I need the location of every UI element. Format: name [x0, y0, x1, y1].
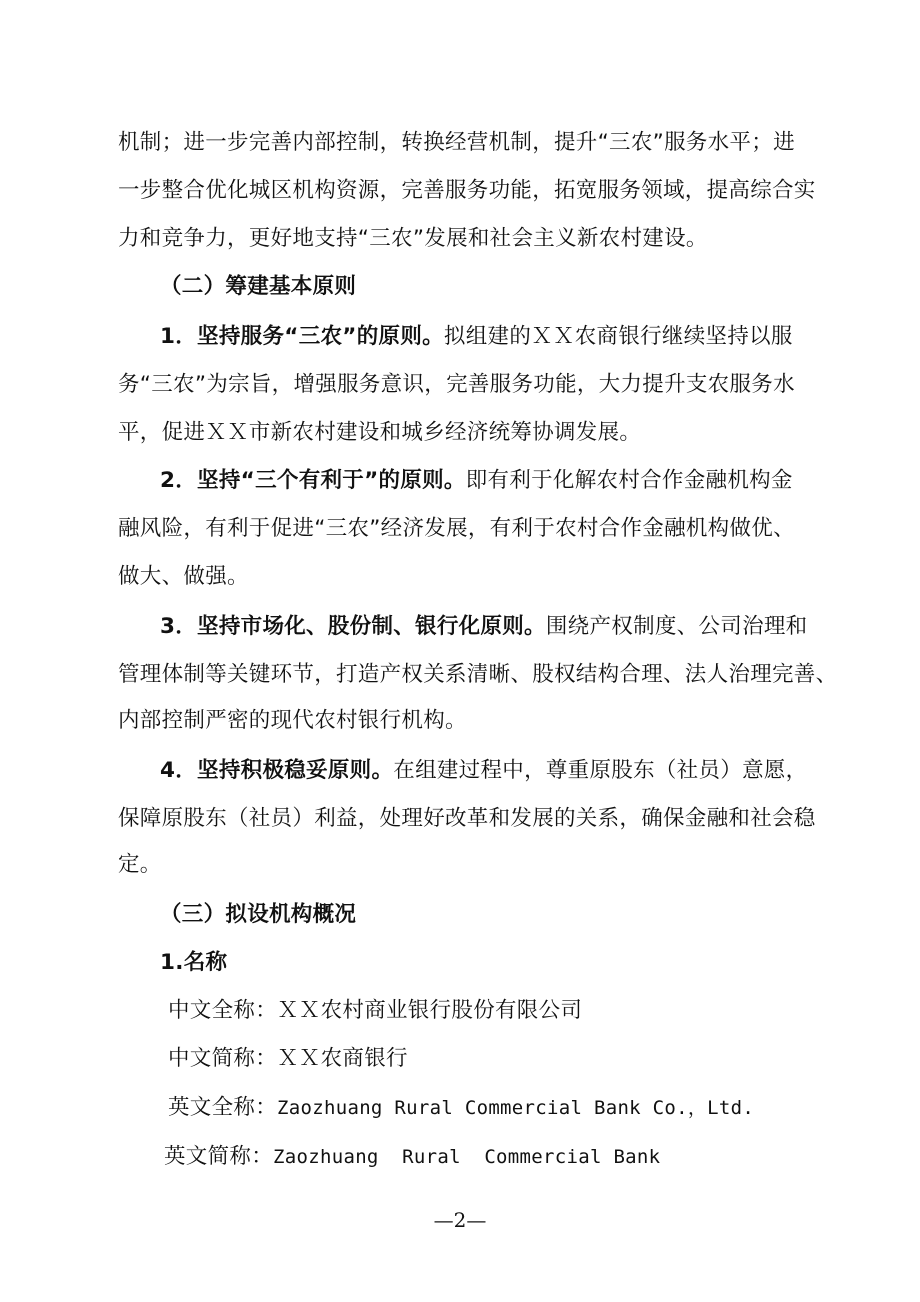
text-line: 机制；进一步完善内部控制，转换经营机制，提升“三农”服务水平；进 — [118, 130, 795, 155]
section-heading: （二）筹建基本原则 — [160, 274, 357, 299]
text-line: 做大、做强。 — [118, 564, 249, 589]
principle-title: 3．坚持市场化、股份制、银行化原则。 — [160, 614, 546, 639]
text-line: 融风险，有利于促进“三农”经济发展，有利于农村合作金融机构做优、 — [118, 516, 795, 541]
text-line: 平，促进ＸＸ市新农村建设和城乡经济统筹协调发展。 — [118, 420, 642, 445]
text-line: 力和竞争力，更好地支持“三农”发展和社会主义新农村建设。 — [118, 226, 708, 251]
text-line: 内部控制严密的现代农村银行机构。 — [118, 708, 467, 733]
principle-text: 在组建过程中，尊重原股东（社员）意愿， — [393, 758, 808, 783]
principle-title: 2．坚持“三个有利于”的原则。 — [160, 468, 466, 493]
page-number: —2— — [433, 1208, 487, 1232]
principle-title: 1．坚持服务“三农”的原则。 — [160, 324, 444, 349]
en-full-label: 英文全称： — [168, 1095, 278, 1120]
paragraph-principle-2 — [160, 466, 793, 496]
text-line: 保障原股东（社员）利益，处理好改革和发展的关系，确保金融和社会稳 — [118, 806, 816, 831]
en-short-name — [164, 1142, 660, 1172]
text-line: 一步整合优化城区机构资源，完善服务功能，拓宽服务领域，提高综合实 — [118, 178, 816, 203]
text-line: 务“三农”为宗旨，增强服务意识，完善服务功能，大力提升支农服务水 — [118, 372, 795, 397]
principle-text: 拟组建的ＸＸ农商银行继续坚持以服 — [443, 324, 793, 349]
en-short-label: 英文简称： — [164, 1144, 274, 1169]
cn-full-name: 中文全称：ＸＸ农村商业银行股份有限公司 — [168, 998, 583, 1023]
text-line: 定。 — [118, 852, 162, 877]
paragraph-principle-4 — [160, 756, 807, 786]
en-short-value: Zaozhuang Rural Commercial Bank — [273, 1146, 661, 1168]
principle-text: 围绕产权制度、公司治理和 — [545, 614, 808, 639]
section-heading: （三）拟设机构概况 — [160, 902, 357, 927]
en-full-name — [168, 1093, 754, 1123]
paragraph-principle-3 — [160, 612, 807, 642]
en-full-value: Zaozhuang Rural Commercial Bank Co.，Ltd. — [277, 1097, 755, 1119]
principle-text: 即有利于化解农村合作金融机构金 — [465, 468, 793, 493]
principle-title: 4．坚持积极稳妥原则。 — [160, 758, 394, 783]
text-line: 管理体制等关键环节，打造产权关系清晰、股权结构合理、法人治理完善、 — [118, 662, 838, 687]
cn-short-name: 中文简称：ＸＸ农商银行 — [168, 1046, 408, 1071]
paragraph-principle-1 — [160, 322, 793, 352]
subsection-heading: 1.名称 — [160, 950, 228, 975]
